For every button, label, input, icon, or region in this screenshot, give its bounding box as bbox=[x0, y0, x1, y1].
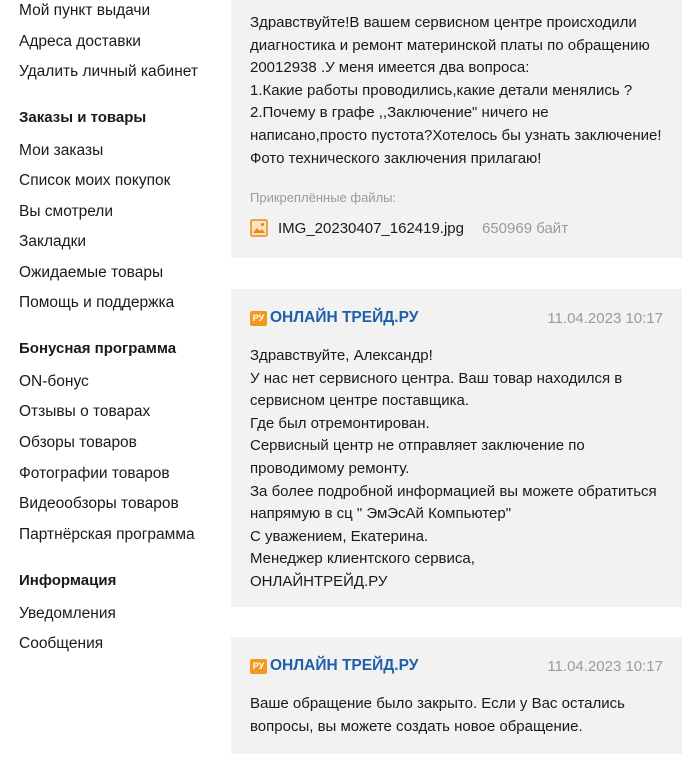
sidebar-item-product-reviews[interactable]: Отзывы о товарах bbox=[19, 403, 151, 420]
sidebar-item-delete-account[interactable]: Удалить личный кабинет bbox=[19, 63, 198, 80]
attachments-label: Прикреплённые файлы: bbox=[250, 190, 397, 205]
message-text: Здравствуйте, Александр! У нас нет сервисного центра. Ваш товар находился в сервисном центре поставщика. Где был отремонтирован. Сервисный центр не отправляет заключение по проводимому ремонту. За более подробной информацией вы можете обратиться напрямую в сц " ЭмЭсАй Компьютер" С уважением, Екатерина. Менеджер клиентского сервиса, ОНЛАЙНТРЕЙД.РУ bbox=[250, 347, 657, 590]
attachment-item[interactable] bbox=[250, 219, 568, 237]
sidebar-item-help-support[interactable]: Помощь и поддержка bbox=[19, 294, 175, 311]
message-sender bbox=[250, 657, 418, 675]
sidebar-item-notifications[interactable]: Уведомления bbox=[19, 605, 116, 622]
sidebar-section-orders-title: Заказы и товары bbox=[19, 109, 147, 126]
sidebar-item-video-reviews[interactable]: Видеообзоры товаров bbox=[19, 495, 179, 512]
sender-name: ОНЛАЙН ТРЕЙД.РУ bbox=[270, 657, 419, 674]
message-text: Здравствуйте!В вашем сервисном центре происходили диагностика и ремонт материнской платы по обращению 20012938 .У меня имеется два вопроса: 1.Какие работы проводились,какие детали менялись ? 2.Почему в графе ,,Заключение" ничего не написано,просто пустота?Хотелось бы узнать заключение! Фото технического заключения прилагаю! bbox=[250, 14, 662, 167]
sidebar-item-expected-goods[interactable]: Ожидаемые товары bbox=[19, 264, 164, 281]
sidebar-item-partner-program[interactable]: Партнёрская программа bbox=[19, 526, 195, 543]
message-card-closed bbox=[231, 637, 682, 754]
sidebar-item-on-bonus[interactable]: ON-бонус bbox=[19, 373, 89, 390]
sidebar-item-delivery-addresses[interactable]: Адреса доставки bbox=[19, 33, 141, 50]
sidebar-item-bookmarks[interactable]: Закладки bbox=[19, 233, 87, 250]
store-logo-icon: РУ bbox=[250, 311, 267, 326]
sidebar-section-bonus-title: Бонусная программа bbox=[19, 340, 177, 357]
sidebar-item-messages[interactable]: Сообщения bbox=[19, 635, 104, 652]
sender-name: ОНЛАЙН ТРЕЙД.РУ bbox=[270, 309, 419, 326]
sidebar-item-my-orders[interactable]: Мои заказы bbox=[19, 142, 104, 159]
message-date: 11.04.2023 10:17 bbox=[547, 658, 663, 675]
store-logo-icon: РУ bbox=[250, 659, 267, 674]
message-sender bbox=[250, 309, 418, 327]
sidebar-item-purchases-list[interactable]: Список моих покупок bbox=[19, 172, 171, 189]
account-sidebar bbox=[0, 0, 230, 762]
message-date: 11.04.2023 10:17 bbox=[547, 310, 663, 327]
attachment-file-name[interactable]: IMG_20230407_162419.jpg bbox=[278, 219, 464, 237]
message-card-user bbox=[231, 0, 682, 258]
sidebar-item-product-photos[interactable]: Фотографии товаров bbox=[19, 465, 170, 482]
sidebar-section-info-title: Информация bbox=[19, 572, 117, 589]
sidebar-item-pickup-point[interactable]: Мой пункт выдачи bbox=[19, 2, 151, 19]
message-text: Ваше обращение было закрыто. Если у Вас остались вопросы, вы можете создать новое обращение. bbox=[250, 695, 625, 735]
sidebar-item-viewed[interactable]: Вы смотрели bbox=[19, 203, 113, 220]
sidebar-item-product-overviews[interactable]: Обзоры товаров bbox=[19, 434, 137, 451]
message-card-support bbox=[231, 289, 682, 607]
attachment-file-size: 650969 байт bbox=[482, 219, 569, 237]
image-file-icon bbox=[250, 219, 268, 237]
